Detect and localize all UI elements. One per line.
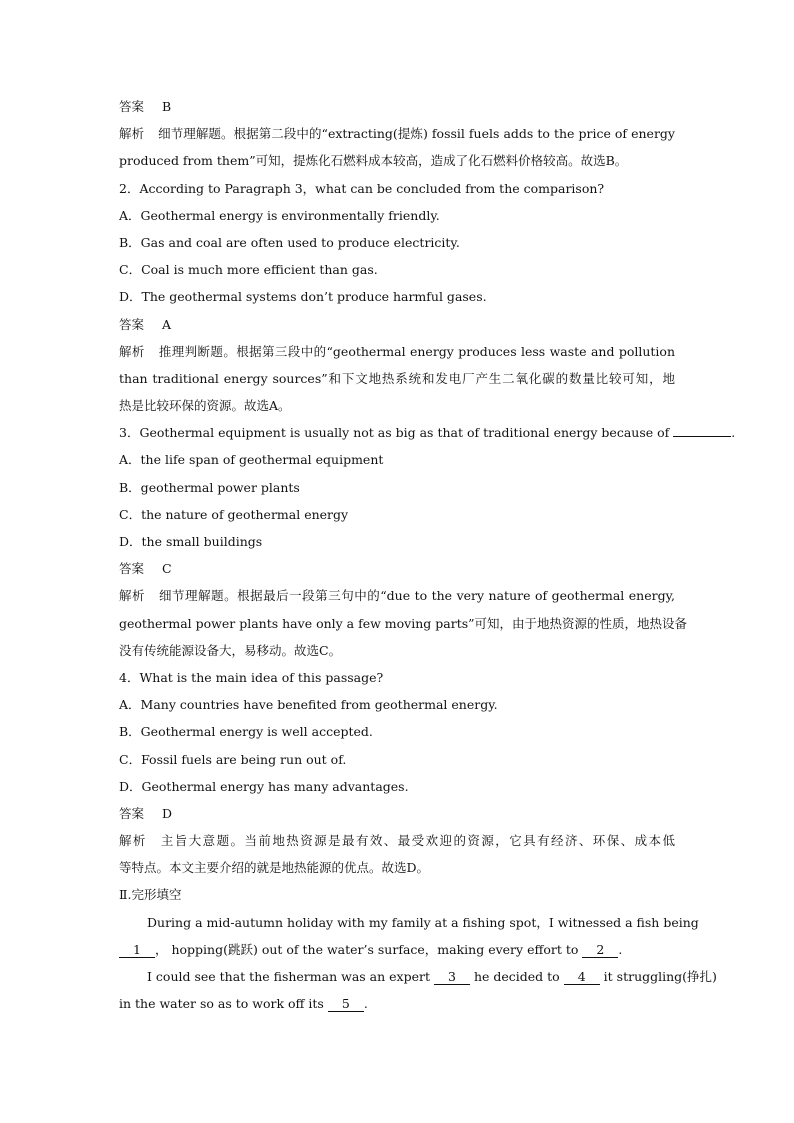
cloze-paragraph-line bbox=[119, 990, 675, 1017]
answer-value: A bbox=[162, 316, 172, 332]
cloze-blank-4: 4 bbox=[564, 970, 600, 985]
cloze-text: he decided to bbox=[473, 969, 560, 984]
option-2a: A．Geothermal energy is environmentally friendly. bbox=[119, 207, 440, 223]
analysis-label: 解析 bbox=[119, 833, 147, 849]
cloze-paragraph-line bbox=[119, 963, 717, 990]
analysis-text: 推理判断题。根据第三段中的“geothermal energy produces less waste and pollution bbox=[158, 343, 675, 359]
section-heading: Ⅱ.完形填空 bbox=[119, 887, 182, 903]
option-4a: A．Many countries have benefited from geothermal energy. bbox=[119, 697, 498, 713]
analysis-text: 细节理解题。根据第二段中的“extracting(提炼) fossil fuels adds to the price of energy bbox=[158, 126, 675, 142]
answer-label: 答案 bbox=[119, 316, 145, 332]
analysis-line bbox=[119, 582, 675, 609]
analysis-line bbox=[119, 854, 675, 881]
analysis-label: 解析 bbox=[119, 343, 145, 359]
question-3-end: . bbox=[731, 425, 736, 441]
document-page bbox=[119, 93, 736, 1017]
answer-label: 答案 bbox=[119, 561, 145, 577]
answer-value: B bbox=[162, 99, 172, 114]
analysis-line bbox=[119, 120, 675, 147]
analysis-label: 解析 bbox=[119, 126, 145, 142]
analysis-text: than traditional energy sources”和下文地热系统和发电厂产生二氧化碳的数量比较可知，地 bbox=[119, 370, 675, 386]
option-3b: B．geothermal power plants bbox=[119, 479, 300, 495]
option-4d: D．Geothermal energy has many advantages. bbox=[119, 778, 409, 794]
option-2d: D．The geothermal systems don’t produce harmful gases. bbox=[119, 289, 487, 305]
option-2b: B．Gas and coal are often used to produce electricity. bbox=[119, 234, 460, 250]
analysis-text: geothermal power plants have only a few moving parts”可知，由于地热资源的性质，地热设备 bbox=[119, 615, 688, 631]
answer-blank bbox=[673, 436, 731, 437]
analysis-label: 解析 bbox=[119, 588, 146, 604]
answer-line-2 bbox=[119, 311, 675, 338]
cloze-paragraph-line bbox=[119, 936, 675, 963]
analysis-line bbox=[119, 827, 675, 854]
cloze-text: it struggling(挣扎) bbox=[603, 969, 717, 984]
option-4b: B．Geothermal energy is well accepted. bbox=[119, 724, 373, 740]
question-3-text: 3．Geothermal equipment is usually not as big as that of traditional energy because of bbox=[119, 425, 670, 441]
answer-label: 答案 bbox=[119, 805, 145, 821]
analysis-line bbox=[119, 365, 675, 392]
cloze-text: . bbox=[618, 941, 623, 957]
option-3a: A．the life span of geothermal equipment bbox=[119, 452, 384, 468]
analysis-line bbox=[119, 637, 675, 664]
analysis-text: 热是比较环保的资源。故选A。 bbox=[119, 398, 291, 414]
cloze-text: I could see that the fisherman was an expert bbox=[147, 969, 430, 984]
analysis-text: produced from them”可知，提炼化石燃料成本较高，造成了化石燃料价格较高。故选B。 bbox=[119, 153, 628, 169]
cloze-blank-3: 3 bbox=[434, 970, 470, 985]
cloze-blank-5: 5 bbox=[328, 997, 364, 1012]
answer-label: 答案 bbox=[119, 99, 145, 114]
analysis-line bbox=[119, 147, 675, 174]
cloze-text: in the water so as to work off its bbox=[119, 996, 324, 1012]
option-3c: C．the nature of geothermal energy bbox=[119, 506, 349, 522]
analysis-text: 细节理解题。根据最后一段第三句中的“due to the very nature of geothermal energy, bbox=[159, 588, 675, 604]
answer-line-1 bbox=[119, 93, 675, 120]
question-3 bbox=[119, 419, 736, 446]
answer-line-4 bbox=[119, 800, 675, 827]
analysis-text: 没有传统能源设备大，易移动。故选C。 bbox=[119, 642, 342, 658]
answer-value: D bbox=[162, 805, 173, 821]
analysis-line bbox=[119, 392, 675, 419]
cloze-text: ， hopping(跳跃) out of the water’s surface，making every effort to bbox=[155, 941, 579, 957]
cloze-text: . bbox=[363, 996, 368, 1012]
cloze-text: During a mid-autumn holiday with my family at a fishing spot，I witnessed a fish being bbox=[147, 914, 699, 930]
cloze-blank-2: 2 bbox=[582, 943, 618, 958]
answer-line-3 bbox=[119, 555, 675, 582]
question-4: 4．What is the main idea of this passage? bbox=[119, 669, 384, 685]
option-2c: C．Coal is much more efficient than gas. bbox=[119, 262, 378, 278]
option-4c: C．Fossil fuels are being run out of. bbox=[119, 751, 347, 767]
option-3d: D．the small buildings bbox=[119, 534, 263, 549]
answer-value: C bbox=[162, 561, 172, 577]
analysis-line bbox=[119, 338, 675, 365]
question-2: 2．According to Paragraph 3，what can be concluded from the comparison? bbox=[119, 180, 605, 196]
analysis-text: 主旨大意题。当前地热资源是最有效、最受欢迎的资源，它具有经济、环保、成本低 bbox=[160, 833, 675, 849]
analysis-text: 等特点。本文主要介绍的就是地热能源的优点。故选D。 bbox=[119, 860, 430, 876]
cloze-blank-1: 1 bbox=[119, 943, 155, 958]
cloze-paragraph-line bbox=[119, 909, 699, 936]
analysis-line bbox=[119, 610, 688, 637]
